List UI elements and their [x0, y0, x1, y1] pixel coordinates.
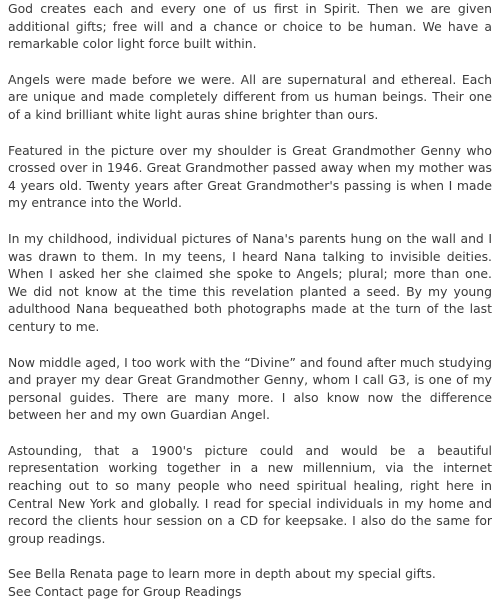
- paragraph-spirit: God creates each and every one of us first in Spirit. Then we are given additional gifts; free will and a chance or choice to be human. We have a remarkable color light force built within.: [8, 1, 492, 52]
- paragraph-astounding: Astounding, that a 1900's picture could and would be a beautiful representation working together in a new millennium, via the internet reaching out to so many people who need spiritual healing, right here in Central New York and globally. I read for special individuals in my home and record the clients hour session on a CD for keepsake. I also do the same for group readings.: [8, 442, 492, 546]
- paragraph-childhood: In my childhood, individual pictures of Nana's parents hung on the wall and I was drawn to them. In my teens, I heard Nana talking to invisible deities. When I asked her she claimed she spoke to Angels; plural; more than one. We did not know at the time this revelation planted a seed. By my young adulthood Nana bequeathed both photographs made at the turn of the last century to me.: [8, 230, 492, 334]
- paragraph-middle-aged: Now middle aged, I too work with the “Divine” and found after much studying and prayer my dear Great Grandmother Genny, whom I call G3, is one of my personal guides. There are many more. I also know now the difference between her and my own Guardian Angel.: [8, 354, 492, 423]
- bella-renata-note: See Bella Renata page to learn more in depth about my special gifts.: [8, 566, 436, 582]
- paragraph-angels: Angels were made before we were. All are supernatural and ethereal. Each are unique and made completely different from us human beings. Their one of a kind brilliant white light auras shine brighter than ours.: [8, 71, 492, 122]
- contact-page-note: See Contact page for Group Readings: [8, 584, 242, 600]
- footer-links-block: [8, 565, 492, 600]
- paragraph-great-grandmother: Featured in the picture over my shoulder is Great Grandmother Genny who crossed over in 1946. Great Grandmother passed away when my mother was 4 years old. Twenty years after Great Grandmother's passing is when I made my entrance into the World.: [8, 142, 492, 211]
- article-body: [8, 0, 492, 601]
